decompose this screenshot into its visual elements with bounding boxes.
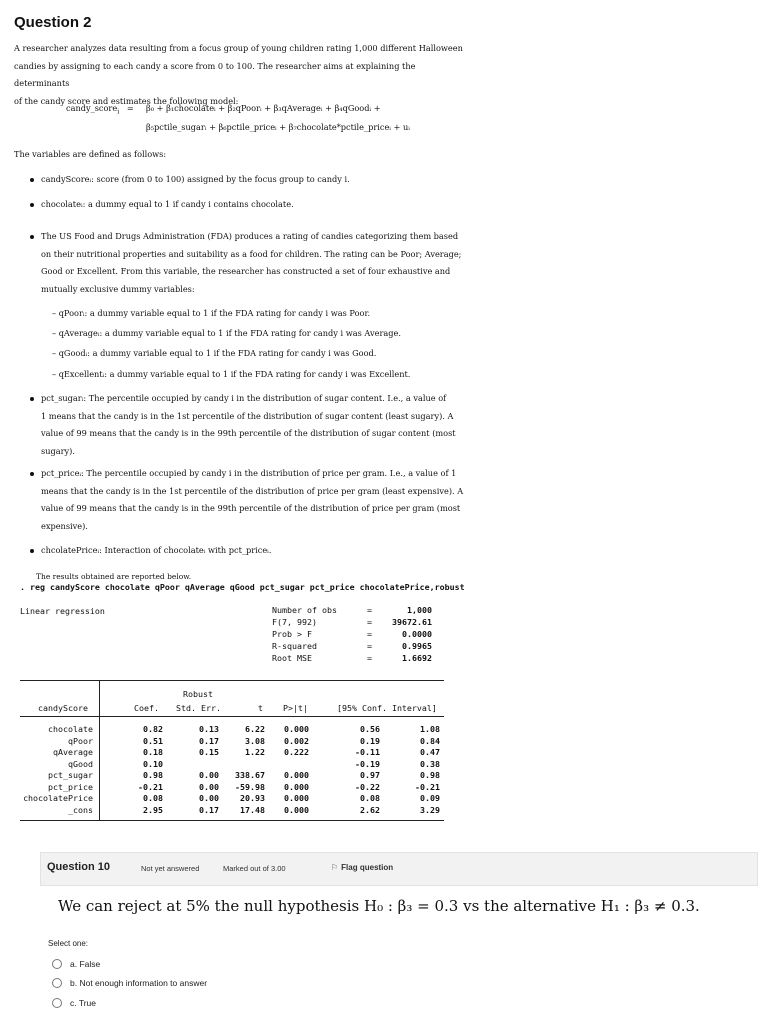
t-value: 338.67 [235, 770, 265, 780]
stderr-value: 0.13 [199, 724, 219, 734]
table-header-rule [20, 716, 444, 717]
ci-low-value: 0.08 [360, 793, 380, 803]
ci-low-value: 0.97 [360, 770, 380, 780]
option-c-true[interactable] [52, 998, 96, 1008]
stat-label: Prob > F [272, 629, 312, 639]
bullet-text: mutually exclusive dummy variables: [41, 283, 195, 294]
stat-label: Root MSE [272, 653, 312, 663]
sub-item-qaverage: – qAverageᵢ: a dummy variable equal to 1 if the FDA rating for candy i was Average. [52, 328, 401, 338]
bullet-text: value of 99 means that the candy is in the 99th percentile of the distribution of sugar content (most [41, 428, 456, 438]
answer-status: Not yet answered [141, 864, 200, 873]
variables-defined-label: The variables are defined as follows: [14, 149, 167, 159]
variable-name: pct_price [48, 781, 93, 792]
coef-value: 0.18 [143, 747, 163, 757]
marks-label: Marked out of 3.00 [223, 864, 286, 873]
bullet-dot [30, 472, 34, 476]
ci-low-value: -0.19 [355, 758, 380, 769]
bullet-chocolate [30, 196, 294, 214]
variable-name: chocolatePrice [23, 793, 93, 803]
ci-low-value: 0.19 [360, 735, 380, 746]
option-label: b. Not enough information to answer [70, 978, 208, 988]
ci-high-value: 1.08 [420, 724, 440, 734]
stat-label: F(7, 992) [272, 617, 317, 627]
question-10-info-bar [40, 852, 758, 886]
ci-high-value: 0.38 [420, 758, 440, 769]
ci-low-value: -0.11 [355, 747, 380, 757]
stat-label: Number of obs [272, 605, 337, 615]
bullet-text: expensive). [41, 520, 88, 531]
bullet-text: value of 99 means that the candy is in the 99th percentile of the distribution of price per gram (most [41, 503, 461, 513]
bullet-text: on their nutritional properties and suitability as a food for children. The rating can be Poor; Average; [41, 248, 462, 259]
bullet-text: 1 means that the candy is in the 1st percentile of the distribution of sugar content (least sugary). A [41, 410, 454, 421]
bullet-dot [30, 178, 34, 182]
stat-equals: = [367, 605, 372, 615]
stat-value: 1.6692 [402, 653, 432, 663]
radio-button[interactable] [52, 998, 62, 1008]
intro-line: of the candy score and estimates the following model: [14, 95, 239, 106]
ci-high-value: 0.47 [420, 747, 440, 757]
stat-label: R-squared [272, 641, 317, 651]
stata-command: . reg candyScore chocolate qPoor qAverage qGood pct_sugar pct_price chocolatePrice,robust [20, 582, 465, 592]
ci-high-value: -0.21 [415, 781, 440, 792]
t-value: 3.08 [245, 735, 265, 746]
flag-icon: ⚐ [331, 863, 339, 872]
coef-value: 0.10 [143, 758, 163, 769]
question-10-text: We can reject at 5% the null hypothesis H₀ : β₃ = 0.3 vs the alternative H₁ : β₃ ≠ 0.3. [58, 897, 700, 915]
stat-equals: = [367, 629, 372, 639]
t-header: t [258, 703, 263, 713]
variable-name: qPoor [68, 735, 93, 746]
depvar-header: candyScore [38, 703, 88, 713]
table-top-rule [20, 680, 444, 681]
p-value: 0.000 [284, 724, 309, 734]
stderr-value: 0.17 [199, 804, 219, 815]
variable-name: qAverage [53, 747, 93, 757]
sub-item-qpoor: – qPoorᵢ: a dummy variable equal to 1 if the FDA rating for candy i was Poor. [52, 308, 371, 318]
variable-name: qGood [68, 758, 93, 769]
ci-high-value: 0.84 [420, 735, 440, 746]
results-note: The results obtained are reported below. [36, 572, 192, 581]
coef-value: 0.08 [143, 793, 163, 803]
t-value: 17.48 [240, 804, 265, 815]
equation-line-2: β₅pctile_sugarᵢ + β₆pctile_priceᵢ + β₇chocolate*pctile_priceᵢ + uᵢ [146, 122, 410, 132]
option-label: c. True [70, 998, 96, 1008]
stderr-value: 0.00 [199, 781, 219, 792]
t-value: 6.22 [245, 724, 265, 734]
select-one-label: Select one: [48, 939, 89, 948]
bullet-dot [30, 203, 34, 207]
question-2-title: Question 2 [14, 14, 92, 31]
option-a-false[interactable] [52, 959, 100, 969]
coef-value: 0.82 [143, 724, 163, 734]
equation-lhs-var: candy_score [66, 103, 118, 113]
ci-low-value: 0.56 [360, 724, 380, 734]
bullet-candyscore [30, 171, 350, 189]
t-value: 20.93 [240, 793, 265, 803]
coef-value: 0.51 [143, 735, 163, 746]
intro-line: A researcher analyzes data resulting from a focus group of young children rating 1,000 different Halloween [14, 43, 463, 53]
question-10-title: Question 10 [47, 861, 110, 873]
coef-value: 0.98 [143, 770, 163, 780]
stat-equals: = [367, 617, 372, 627]
stderr-value: 0.00 [199, 793, 219, 803]
bullet-text: pct_priceᵢ: The percentile occupied by candy i in the distribution of price per gram. I.e., a value of 1 [41, 468, 457, 478]
radio-button[interactable] [52, 978, 62, 988]
p-value: 0.222 [284, 747, 309, 757]
flag-question-label: Flag question [341, 863, 394, 872]
stata-model-label: Linear regression [20, 606, 105, 616]
bullet-dot [30, 235, 34, 239]
ci-low-value: -0.22 [355, 781, 380, 792]
stderr-value: 0.17 [199, 735, 219, 746]
stat-value: 0.0000 [402, 629, 432, 639]
bullet-fda [30, 228, 470, 298]
stderr-value: 0.15 [199, 747, 219, 757]
ci-low-value: 2.62 [360, 804, 380, 815]
equation-lhs: candy_score$_i$ = [66, 103, 134, 116]
ci-high-value: 3.29 [420, 804, 440, 815]
stat-equals: = [367, 641, 372, 651]
stat-value: 0.9965 [402, 641, 432, 651]
ci-header: [95% Conf. Interval] [337, 703, 437, 713]
coef-value: 2.95 [143, 804, 163, 815]
t-value: 1.22 [245, 747, 265, 757]
intro-line: candies by assigning to each candy a score from 0 to 100. The researcher aims at explaining the determinants [14, 60, 416, 88]
bullet-text: Good or Excellent. From this variable, the researcher has constructed a set of four exhaustive and [41, 266, 451, 276]
p-value: 0.000 [284, 770, 309, 780]
sub-item-qexcellent: – qExcellentᵢ: a dummy variable equal to 1 if the FDA rating for candy i was Excellent. [52, 369, 411, 379]
radio-button[interactable] [52, 959, 62, 969]
p-value: 0.000 [284, 793, 309, 803]
stderr-header: Std. Err. [176, 703, 221, 713]
robust-header: Robust [183, 689, 213, 699]
stat-equals: = [367, 653, 372, 663]
bullet-text: candyScoreᵢ: score (from 0 to 100) assigned by the focus group to candy i. [41, 174, 350, 184]
p-value: 0.002 [284, 735, 309, 746]
bullet-dot [30, 397, 34, 401]
p-value: 0.000 [284, 781, 309, 792]
bullet-pct-price [30, 465, 470, 535]
bullet-chocolate-price [30, 542, 271, 560]
p-header: P>|t| [283, 703, 308, 713]
option-b-not-enough-info[interactable] [52, 978, 207, 988]
ci-high-value: 0.98 [420, 770, 440, 780]
bullet-text: pct_sugarᵢ: The percentile occupied by candy i in the distribution of sugar content. I.e., a value of [41, 393, 447, 403]
p-value: 0.000 [284, 804, 309, 815]
option-label: a. False [70, 959, 101, 969]
stat-value: 1,000 [407, 605, 432, 615]
t-value: -59.98 [235, 781, 265, 792]
equation-line-1: β₀ + β₁chocolateᵢ + β₂qPoorᵢ + β₃qAverageᵢ + β₄qGoodᵢ + [146, 103, 381, 113]
bullet-pct-sugar [30, 390, 470, 460]
bullet-text: chcolatePriceᵢ: Interaction of chocolateᵢ with pct_priceᵢ. [41, 545, 272, 555]
table-bottom-rule [20, 820, 444, 821]
bullet-text: sugary). [41, 445, 75, 456]
variable-name: chocolate [48, 724, 93, 734]
variable-name: _cons [68, 804, 93, 815]
flag-question-button[interactable] [331, 863, 393, 872]
bullet-text: means that the candy is in the 1st percentile of the distribution of price per gram (least expensive). A [41, 485, 464, 496]
variable-name: pct_sugar [48, 770, 93, 780]
coef-value: -0.21 [138, 781, 163, 792]
bullet-dot [30, 549, 34, 553]
coef-header: Coef. [134, 703, 159, 713]
stat-value: 39672.61 [392, 617, 432, 627]
ci-high-value: 0.09 [420, 793, 440, 803]
bullet-text: chocolateᵢ: a dummy equal to 1 if candy i contains chocolate. [41, 199, 294, 209]
sub-item-qgood: – qGoodᵢ: a dummy variable equal to 1 if the FDA rating for candy i was Good. [52, 348, 377, 358]
bullet-text: The US Food and Drugs Administration (FDA) produces a rating of candies categorizing them based [41, 231, 459, 241]
stderr-value: 0.00 [199, 770, 219, 780]
